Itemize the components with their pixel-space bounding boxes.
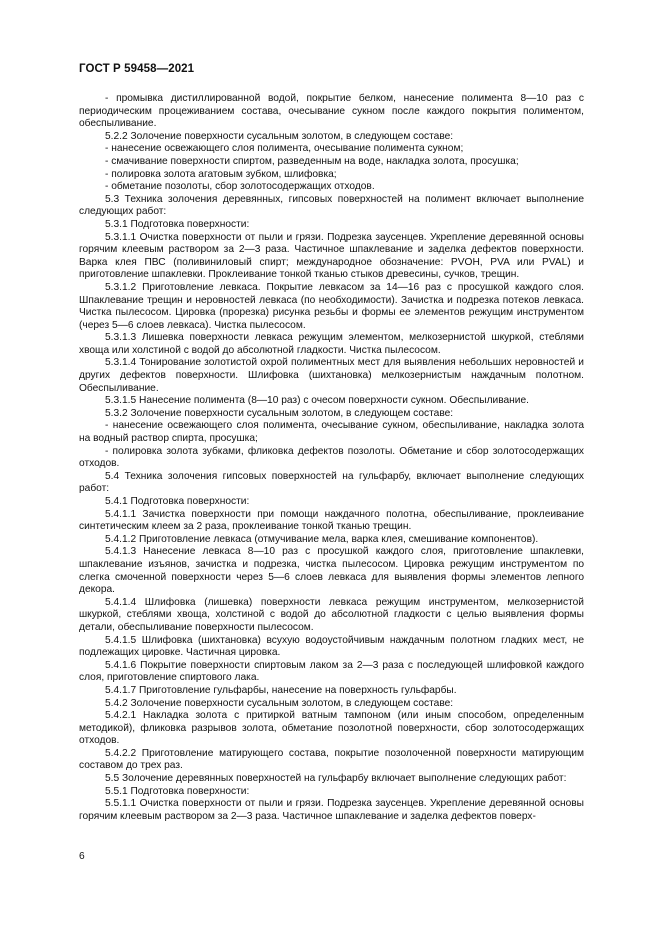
paragraph: 5.4.1 Подготовка поверхности: [105, 496, 250, 507]
paragraph: 5.4.2.1 Накладка золота с притиркой ватным тампоном (или иным способом, определенным методикой), фликовка разрывов золота, обметание позолотной поверхности, сбор золотосодержащих отходов. [79, 710, 584, 747]
paragraph: 5.3.1 Подготовка поверхности: [105, 218, 250, 230]
paragraph: - промывка дистиллированной водой, покрытие белком, нанесение полимента 8—10 раз с периодическим процеживанием состава, очесывание сукном после каждого покрытия полиментом, обеспыливание. [79, 93, 584, 130]
paragraph: 5.4.1.1 Зачистка поверхности при помощи наждачного полотна, обеспыливание, проклеивание синтетическим клеем за 2 раза, проклеивание тонкой тканью трещин. [79, 508, 584, 533]
paragraph: 5.4.2 Золочение поверхности сусальным золотом, в следующем составе: [105, 697, 454, 709]
paragraph: 5.4.1.2 Приготовление левкаса (отмучивание мела, варка клея, смешивание компонентов). [105, 533, 539, 545]
document-body [79, 93, 584, 823]
list-item: - нанесение освежающего слоя полимента, очесывание полимента сукном; [105, 143, 464, 155]
paragraph: 5.3.1.3 Лишевка поверхности левкаса режущим элементом, мелкозернистой шкуркой, стеблями хвоща или холстиной с водой до абсолютной гладкости. Чистка пылесосом. [79, 332, 584, 356]
paragraph: 5.4.1.7 Приготовление гульфарбы, нанесение на поверхность гульфарбы. [105, 684, 457, 696]
paragraph: 5.3.1.2 Приготовление левкаса. Покрытие левкасом за 14—16 раз с просушкой каждого слоя. Шпаклевание трещин и неровностей левкаса (по необходимости). Зачистка и подрезка потеков левкаса. Чистка пылесосом. Цировка (прорезка) рисунка резьбы и формы ее элементов режущим инструментом (через 5—6 слоев левкаса). Чистка пылесосом. [79, 281, 584, 331]
list-item: - полировка золота зубками, фликовка дефектов позолоты. Обметание и сбор золотосодержащих отходов. [79, 445, 584, 470]
paragraph: 5.3.1.1 Очистка поверхности от пыли и грязи. Подрезка заусенцев. Укрепление деревянной основы горячим клеевым раствором за 2—3 раза. Частичное шпаклевание и заделка дефектов поверхности. Варка клея ПВС (поливиниловый спирт; международное обозначение: PVOH, PVA или PVAL) и приготовление шпаклевки. Проклеивание тонкой тканью стыков древесины, сучков, трещин. [79, 231, 584, 281]
paragraph: 5.5.1.1 Очистка поверхности от пыли и грязи. Подрезка заусенцев. Укрепление деревянной основы горячим клеевым раствором за 2—3 раза. Частичное шпаклевание и заделка дефектов поверх- [79, 798, 584, 822]
paragraph: 5.5 Золочение деревянных поверхностей на гульфарбу включает выполнение следующих работ: [105, 773, 567, 785]
paragraph: 5.4.1.5 Шлифовка (шихтановка) всухую водоустойчивым наждачным полотном гладких мест, не подлежащих цировке. Частичная цировка. [79, 634, 584, 659]
paragraph: 5.4.2.2 Приготовление матирующего состава, покрытие позолоченной поверхности матирующим составом до трех раз. [79, 747, 584, 772]
paragraph: 5.3.1.4 Тонирование золотистой охрой полиментных мест для выявления небольших неровностей и других дефектов поверхности. Шлифовка (шихтановка) мелкозернистым наждачным полотном. Обеспыливание. [79, 357, 584, 394]
paragraph: 5.4.1.6 Покрытие поверхности спиртовым лаком за 2—3 раза с последующей шлифовкой каждого слоя, приготовление спиртового лака. [79, 659, 584, 684]
document-header: ГОСТ Р 59458—2021 [79, 63, 195, 75]
page-number: 6 [79, 851, 85, 862]
paragraph: 5.3.1.5 Нанесение полимента (8—10 раз) с очесом поверхности сукном. Обеспыливание. [105, 395, 529, 407]
paragraph: 5.3.2 Золочение поверхности сусальным золотом, в следующем составе: [105, 407, 454, 419]
paragraph: 5.2.2 Золочение поверхности сусальным золотом, в следующем составе: [105, 130, 454, 142]
paragraph: 5.4.1.3 Нанесение левкаса 8—10 раз с просушкой каждого слоя, приготовление шпаклевки, шпаклевание изъянов, зачистка и подрезка, чистка пылесосом. Цировка режущим инструментом по слегка смоченной поверхности через 5—6 слоев левкаса для выявления формы элементов лепного декора. [79, 546, 584, 596]
paragraph: 5.4.1.4 Шлифовка (лишевка) поверхности левкаса режущим инструментом, мелкозернистой шкуркой, стеблями хвоща, холстиной с водой до абсолютной гладкости с целью выявления формы детали, обеспыливание поверхности пылесосом. [79, 596, 584, 633]
paragraph: 5.4 Техника золочения гипсовых поверхностей на гульфарбу, включает выполнение следующих работ: [79, 470, 584, 495]
list-item: - смачивание поверхности спиртом, разведенным на воде, накладка золота, просушка; [105, 155, 519, 167]
paragraph: 5.3 Техника золочения деревянных, гипсовых поверхностей на полимент включает выполнение следующих работ: [79, 193, 584, 218]
list-item: - полировка золота агатовым зубком, шлифовка; [105, 168, 337, 180]
list-item: - нанесение освежающего слоя полимента, очесывание сукном, обеспыливание, накладка золота на водный раствор спирта, просушка; [79, 420, 584, 445]
paragraph: 5.5.1 Подготовка поверхности: [105, 785, 250, 797]
list-item: - обметание позолоты, сбор золотосодержащих отходов. [105, 181, 375, 193]
